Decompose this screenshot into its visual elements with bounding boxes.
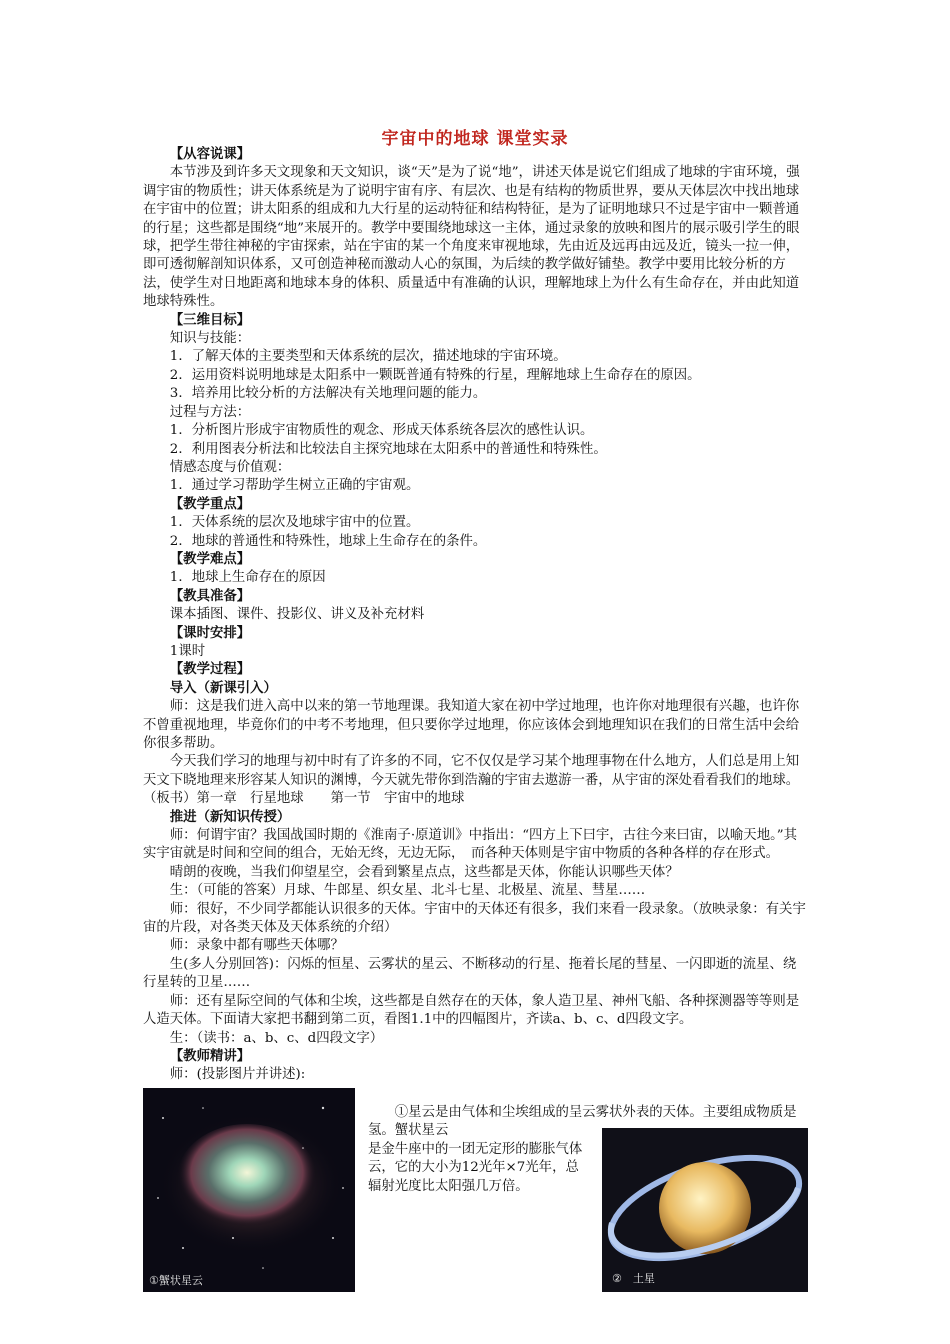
saturn-caption: ② 土星 — [612, 1272, 655, 1285]
paragraph: 师：很好，不少同学都能认识很多的天体。宇宙中的天体还有很多，我们来看一段录象。（放映录象：有关宇宙的片段，对各类天体及天体系统的介绍） — [143, 901, 806, 936]
crab-nebula-image — [143, 1088, 355, 1292]
paragraph: 今天我们学习的地理与初中时有了许多的不同，它不仅仅是学习某个地理事物在什么地方，人们总是用上知天文下晓地理来形容某人知识的渊博，今天就先带你到浩瀚的宇宙去遨游一番，从宇宙的深处看看我们的地球。（板书）第一章 行星地球 第一节 宇宙中的地球 — [143, 754, 800, 807]
line: 2．运用资料说明地球是太阳系中一颗既普通有特殊的行星，理解地球上生命存在的原因。 — [169, 367, 701, 383]
line: 1．分析图片形成宇宙物质性的观念、形成天体系统各层次的感性认识。 — [169, 423, 594, 439]
heading-materials: 【教具准备】 — [169, 588, 251, 604]
paragraph: 生(多人分别回答)：闪烁的恒星、云雾状的星云、不断移动的行星、拖着长尾的彗星、一闪即逝的流星、绕行星转的卫星…… — [143, 956, 797, 991]
page-title: 宇宙中的地球 课堂实录 — [381, 129, 569, 149]
line: 2．利用图表分析法和比较法自主探究地球在太阳系中的普通性和特殊性。 — [169, 441, 607, 457]
paragraph: 师：何谓宇宙？我国战国时期的《淮南子·原道训》中指出：“四方上下曰宇，古往今来曰宙，以喻天地。”其实宇宙就是时间和空间的组合，无始无终，无边无际， 而各种天体则是宇宙中物质的各种各样的存在形式。 — [143, 828, 798, 862]
paragraph: 晴朗的夜晚，当我们仰望星空，会看到繁星点点，这些都是天体，你能认识哪些天体？ — [169, 864, 679, 880]
line: 过程与方法： — [169, 404, 251, 420]
subheading-advance: 推进（新知识传授） — [169, 809, 291, 825]
line: 3．培养用比较分析的方法解决有关地理问题的能力。 — [169, 386, 487, 402]
paragraph: 师：(投影图片并讲述): — [169, 1067, 306, 1083]
document-body — [143, 146, 808, 1085]
paragraph: 生：（可能的答案）月球、牛郎星、织女星、北斗七星、北极星、流星、彗星…… — [169, 883, 646, 899]
paragraph: 师：录象中都有哪些天体哪？ — [169, 938, 344, 954]
heading-intro: 【从容说课】 — [169, 147, 251, 162]
paragraph: 是金牛座中的一团无定形的膨胀气体云，它的大小为12光年×7光年，总辐射光度比太阳强几万倍。 — [368, 1141, 583, 1194]
heading-goals: 【三维目标】 — [169, 312, 251, 328]
paragraph: 师：这是我们进入高中以来的第一节地理课。我知道大家在初中学过地理，也许你对地理很有兴趣，也许你不曾重视地理，毕竟你们的中考不考地理，但只要你学过地理，你应该体会到地理知识在我们的日常生活中会给你很多帮助。 — [143, 699, 800, 751]
paragraph: 生：（读书：a、b、c、d四段文字） — [169, 1030, 384, 1046]
saturn-graphic — [602, 1128, 808, 1292]
line: 1．地球上生命存在的原因 — [169, 570, 326, 586]
line: 1．了解天体的主要类型和天体系统的层次，描述地球的宇宙环境。 — [169, 349, 567, 365]
line: 知识与技能： — [169, 331, 251, 347]
heading-difficulty: 【教学难点】 — [169, 551, 251, 567]
heading-process: 【教学过程】 — [169, 662, 251, 678]
nebula-graphic — [143, 1088, 355, 1292]
line: 情感态度与价值观： — [169, 459, 291, 475]
line: 1．通过学习帮助学生树立正确的宇宙观。 — [169, 478, 420, 494]
paragraph: 师：还有星际空间的气体和尘埃，这些都是自然存在的天体，象人造卫星、神州飞船、各种探测器等等则是人造天体。下面请大家把书翻到第二页，看图1.1中的四幅图片，齐读a、b、c、d四段文字。 — [143, 993, 800, 1028]
heading-schedule: 【课时安排】 — [169, 625, 251, 641]
heading-key: 【教学重点】 — [169, 496, 251, 512]
paragraph: 本节涉及到许多天文现象和天文知识，谈“天”是为了说“地”，讲述天体是说它们组成了地球的宇宙环境，强调宇宙的物质性；讲天体系统是为了说明宇宙有序、有层次、也是有结构的物质世界，要从天体层次中找出地球在宇宙中的位置；讲太阳系的组成和九大行星的运动特征和结构特征，是为了证明地球只不过是宇宙中一颗普通的行星；这些都是围绕“地”来展开的。教学中要围绕地球这一主体，通过录象的放映和图片的展示吸引学生的眼球，把学生带往神秘的宇宙探索，站在宇宙的某一个角度来审视地球，先由近及远再由远及近，镜头一拉一伸，即可透彻解剖知识体系，又可创造神秘而激动人心的氛围，为后续的教学做好铺垫。教学中要用比较分析的方法，使学生对日地距离和地球本身的体积、质量适中有准确的认识，理解地球上为什么有生命存在，并由此知道地球特殊性。 — [143, 165, 800, 310]
heading-lecture: 【教师精讲】 — [169, 1048, 251, 1064]
line: 课本插图、课件、投影仪、讲义及补充材料 — [169, 607, 425, 623]
line: 2．地球的普通性和特殊性，地球上生命存在的条件。 — [169, 533, 487, 549]
line: 1课时 — [169, 643, 206, 659]
nebula-caption: ①蟹状星云 — [149, 1274, 203, 1287]
line: 1．天体系统的层次及地球宇宙中的位置。 — [169, 515, 420, 531]
saturn-image — [602, 1128, 808, 1292]
subheading-intro: 导入（新课引入） — [169, 680, 277, 696]
paragraph: ①星云是由气体和尘埃组成的呈云雾状外表的天体。主要组成物质是氢。蟹状星云 — [368, 1105, 797, 1139]
